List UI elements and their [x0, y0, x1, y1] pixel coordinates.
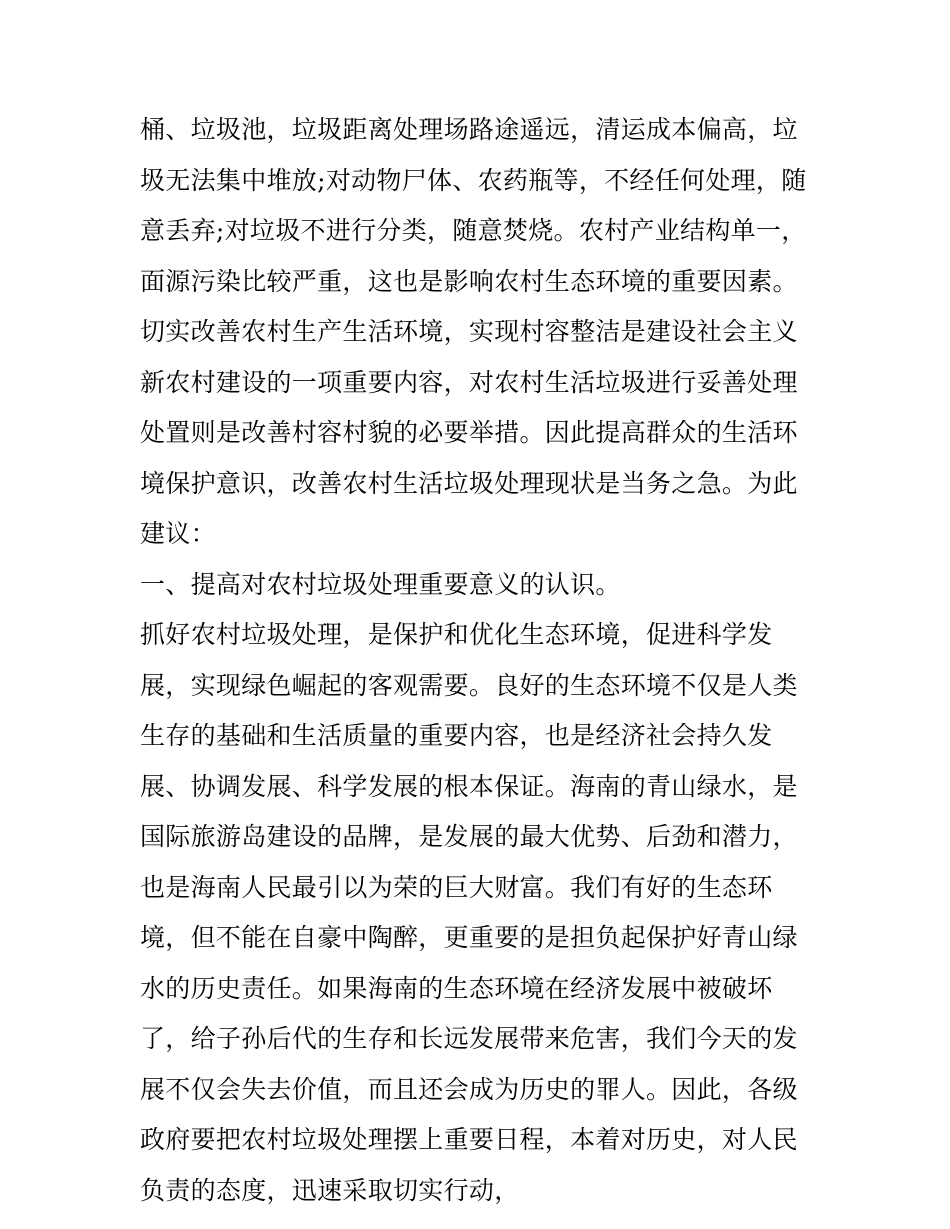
paragraph-ecological-importance: 抓好农村垃圾处理，是保护和优化生态环境，促进科学发展，实现绿色崛起的客观需要。良好的生态环境不仅是人类生存的基础和生活质量的重要内容，也是经济社会持久发展、协调发展、科学发展的根本保证。海南的青山绿水，是国际旅游岛建设的品牌，是发展的最大优势、后劲和潜力，也是海南人民最引以为荣的巨大财富。我们有好的生态环境，但不能在自豪中陶醉，更重要的是担负起保护好青山绿水的历史责任。如果海南的生态环境在经济发展中被破坏了，给子孙后代的生存和长远发展带来危害，我们今天的发展不仅会失去价值，而且还会成为历史的罪人。因此，各级政府要把农村垃圾处理摆上重要日程，本着对历史，对人民负责的态度，迅速采取切实行动， — [140, 620, 798, 1205]
paragraph-improve-environment: 切实改善农村生产生活环境，实现村容整洁是建设社会主义新农村建设的一项重要内容，对农村生活垃圾进行妥善处理处置则是改善村容村貌的必要举措。因此提高群众的生活环境保护意识，改善农村生活垃圾处理现状是当务之急。为此建议： — [140, 317, 798, 548]
paragraph-garbage-problems: 桶、垃圾池，垃圾距离处理场路途遥远，清运成本偏高，垃圾无法集中堆放;对动物尸体、农药瓶等，不经任何处理，随意丢弃;对垃圾不进行分类，随意焚烧。农村产业结构单一，面源污染比较严重，这也是影响农村生态环境的重要因素。 — [140, 115, 807, 296]
document-body — [140, 105, 820, 1216]
section-heading-1: 一、提高对农村垃圾处理重要意义的认识。 — [140, 569, 621, 599]
